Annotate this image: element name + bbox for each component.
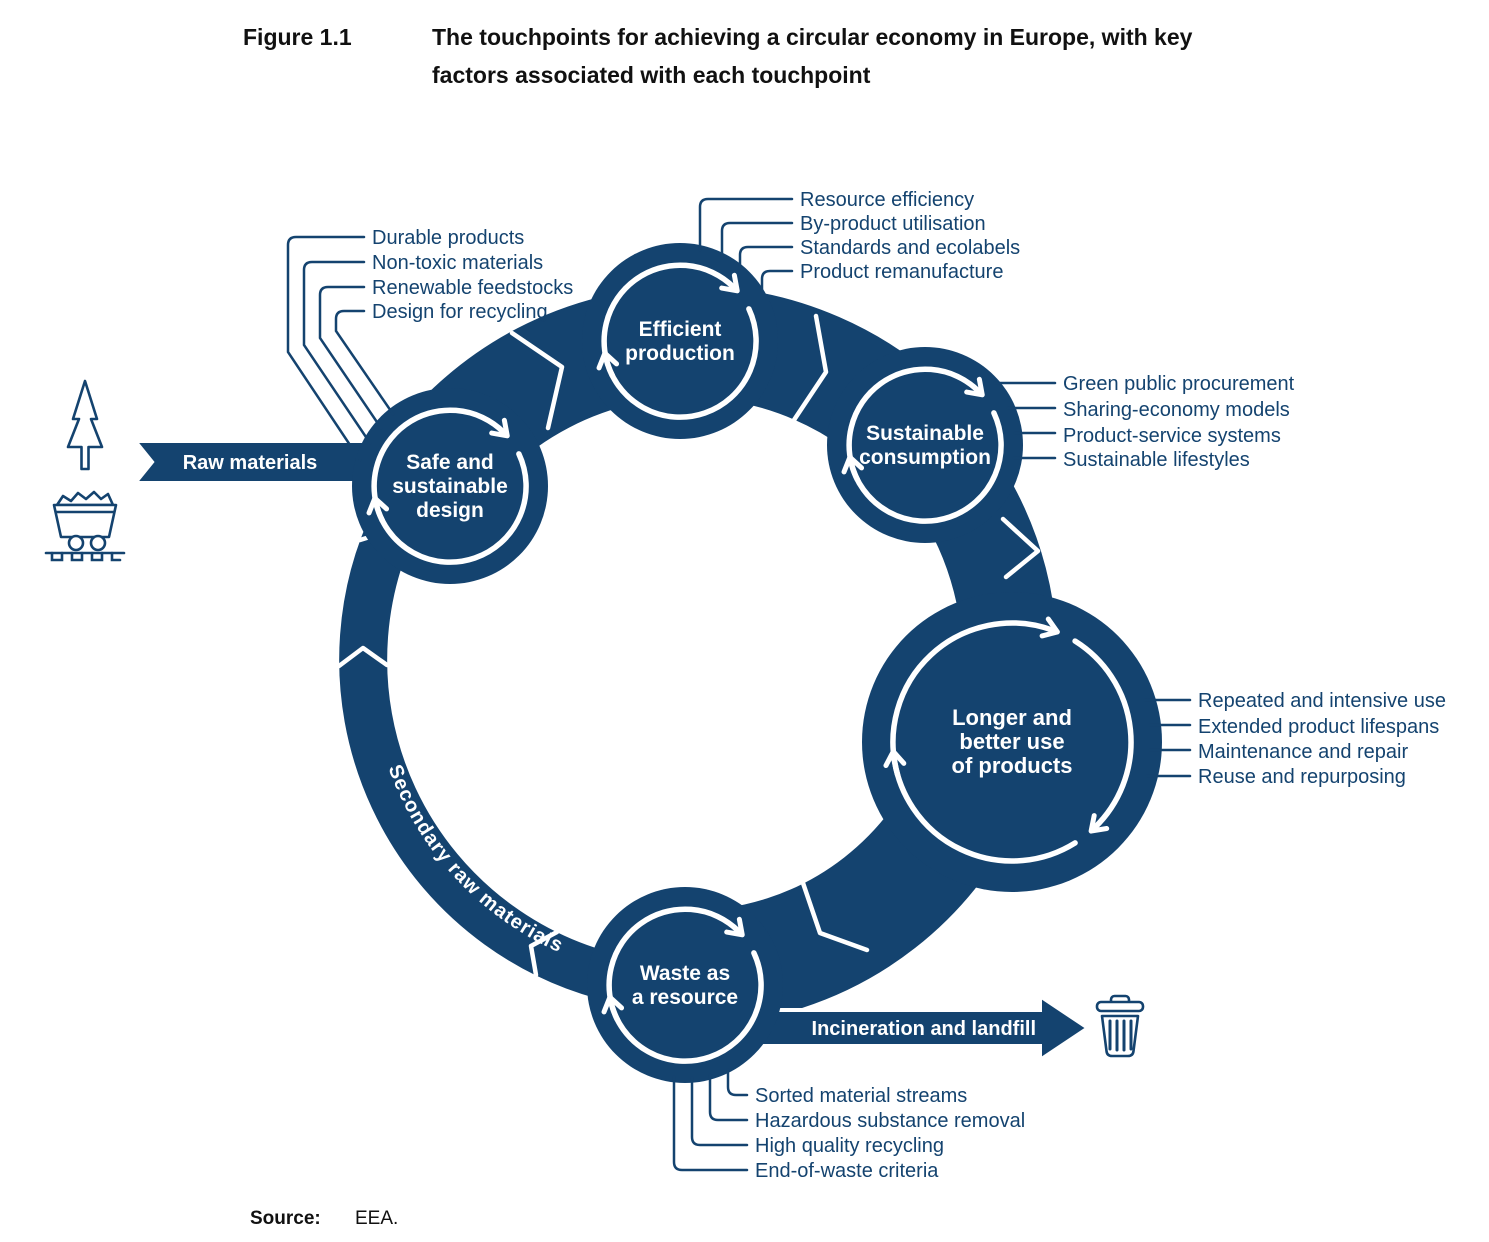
node-waste-as-resource [587, 887, 783, 1083]
node-label-line: a resource [631, 986, 739, 1009]
factors-safe-design [372, 227, 573, 323]
node-longer-better-use [862, 592, 1162, 892]
node-label-line: Efficient [638, 318, 722, 341]
connector-line [336, 311, 393, 414]
factor-label: Standards and ecolabels [800, 237, 1021, 259]
factor-label: Non-toxic materials [372, 252, 544, 274]
factor-label: Resource efficiency [800, 189, 975, 211]
node-label-line: Safe and [406, 451, 494, 474]
factor-label: Sustainable lifestyles [1063, 449, 1250, 471]
connector-line [700, 199, 792, 250]
factor-label: Green public procurement [1063, 373, 1295, 395]
factor-label: Renewable feedstocks [372, 277, 574, 299]
trash-bin-icon [1097, 996, 1143, 1056]
node-label-line: of products [951, 753, 1073, 778]
source-value: EEA. [355, 1208, 399, 1229]
node-label-line: consumption [859, 446, 991, 469]
node-efficient-production [582, 243, 778, 439]
connector-line [692, 1078, 747, 1145]
factor-label: Sorted material streams [755, 1085, 968, 1107]
factors-longer-better-use [1198, 690, 1446, 788]
node-label-line: Waste as [639, 962, 731, 985]
node-sustainable-consumption [827, 347, 1023, 543]
factor-label: Durable products [372, 227, 525, 249]
factor-label: Product remanufacture [800, 261, 1004, 283]
node-circle [582, 243, 778, 439]
factors-sustainable-consumption [1063, 373, 1295, 471]
node-label-line: sustainable [392, 475, 508, 498]
factors-efficient-production [800, 189, 1020, 283]
factor-label: Product-service systems [1063, 425, 1281, 447]
node-circle [587, 887, 783, 1083]
figure-title-line1: The touchpoints for achieving a circular economy in Europe, with key [432, 24, 1193, 50]
node-label-line: production [625, 342, 735, 365]
factor-label: Extended product lifespans [1198, 716, 1440, 738]
connector-line [762, 271, 792, 292]
node-label-line: Sustainable [866, 422, 984, 445]
factor-label: Repeated and intensive use [1198, 690, 1446, 712]
mine-cart-icon [46, 492, 124, 560]
factors-waste-as-resource [755, 1085, 1025, 1182]
factor-label: Design for recycling [372, 301, 548, 323]
factor-label: High quality recycling [755, 1135, 944, 1157]
factor-label: Reuse and repurposing [1198, 766, 1406, 788]
factor-label: End-of-waste criteria [755, 1160, 939, 1182]
connector-line [722, 223, 792, 258]
factor-label: Hazardous substance removal [755, 1110, 1026, 1132]
tree-icon [68, 381, 102, 469]
connector-line [740, 247, 792, 268]
node-label-line: Longer and [952, 705, 1072, 730]
factor-label: Maintenance and repair [1198, 741, 1409, 763]
secondary-raw-materials-text: Secondary raw materials [383, 761, 567, 958]
connector-line [728, 1070, 747, 1095]
factor-label: By-product utilisation [800, 213, 986, 235]
raw-materials-label: Raw materials [182, 452, 318, 474]
node-label-line: design [416, 499, 484, 522]
incineration-label: Incineration and landfill [811, 1018, 1036, 1040]
figure-title-line2: factors associated with each touchpoint [432, 62, 871, 88]
factor-label: Sharing-economy models [1063, 399, 1290, 421]
node-circle [827, 347, 1023, 543]
node-label-line: better use [959, 729, 1065, 754]
node-safe-design [352, 388, 548, 584]
source-label: Source: [250, 1208, 321, 1229]
figure-label: Figure 1.1 [243, 24, 352, 50]
connector-line [304, 262, 370, 443]
connectors-waste-as-resource [674, 1070, 747, 1170]
